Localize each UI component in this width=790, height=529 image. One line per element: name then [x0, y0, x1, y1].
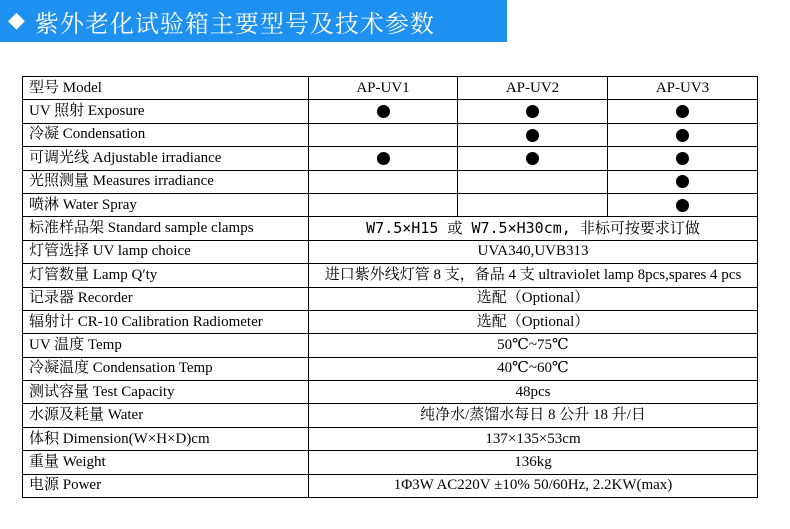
row-value: 选配（Optional） [309, 310, 758, 333]
row-label: UV 温度 Temp [23, 334, 309, 357]
table-row [23, 147, 758, 170]
uv2-cell [458, 123, 608, 146]
filled-dot-icon [377, 105, 390, 118]
row-value: 137×135×53cm [309, 427, 758, 450]
uv3-cell [608, 193, 758, 216]
table-row [23, 193, 758, 216]
uv2-cell [458, 100, 608, 123]
row-label: 体积 Dimension(W×H×D)cm [23, 427, 309, 450]
filled-dot-icon [676, 175, 689, 188]
table-row [23, 100, 758, 123]
row-label: 喷淋 Water Spray [23, 193, 309, 216]
uv3-cell [608, 123, 758, 146]
table-row [23, 381, 758, 404]
filled-dot-icon [526, 129, 539, 142]
uv2-cell [458, 147, 608, 170]
row-label: 记录器 Recorder [23, 287, 309, 310]
row-label: 电源 Power [23, 474, 309, 497]
uv1-cell [309, 123, 458, 146]
uv3-cell [608, 170, 758, 193]
filled-dot-icon [526, 152, 539, 165]
row-label: 可调光线 Adjustable irradiance [23, 147, 309, 170]
page-title: 紫外老化试验箱主要型号及技术参数 [34, 9, 435, 38]
table-row [23, 357, 758, 380]
header-ap-uv3: AP-UV3 [608, 77, 758, 100]
header-ap-uv2: AP-UV2 [458, 77, 608, 100]
header-ap-uv1: AP-UV1 [309, 77, 458, 100]
row-label: 测试容量 Test Capacity [23, 381, 309, 404]
filled-dot-icon [377, 152, 390, 165]
row-label: 光照测量 Measures irradiance [23, 170, 309, 193]
filled-dot-icon [676, 105, 689, 118]
uv1-cell [309, 100, 458, 123]
uv3-cell [608, 100, 758, 123]
uv1-cell [309, 193, 458, 216]
table-row [23, 217, 758, 240]
row-label: 辐射计 CR-10 Calibration Radiometer [23, 310, 309, 333]
spec-table [22, 76, 758, 498]
row-value: 进口紫外线灯管 8 支，备品 4 支 ultraviolet lamp 8pcs,spares 4 pcs [309, 264, 758, 287]
uv3-cell [608, 147, 758, 170]
row-label: 标准样品架 Standard sample clamps [23, 217, 309, 240]
table-row [23, 427, 758, 450]
table-row [23, 451, 758, 474]
header-label: 型号 Model [23, 77, 309, 100]
filled-dot-icon [676, 129, 689, 142]
diamond-icon: ◆ [8, 8, 25, 33]
row-label: UV 照射 Exposure [23, 100, 309, 123]
row-label: 灯管数量 Lamp Q′ty [23, 264, 309, 287]
row-value: 纯净水/蒸馏水每日 8 公升 18 升/日 [309, 404, 758, 427]
row-value: 136kg [309, 451, 758, 474]
row-value: 40℃~60℃ [309, 357, 758, 380]
row-label: 冷凝温度 Condensation Temp [23, 357, 309, 380]
filled-dot-icon [676, 199, 689, 212]
row-value: 48pcs [309, 381, 758, 404]
table-row [23, 170, 758, 193]
table-row [23, 240, 758, 263]
uv1-cell [309, 147, 458, 170]
table-row [23, 474, 758, 497]
row-value: 选配（Optional） [309, 287, 758, 310]
title-banner [0, 0, 507, 42]
row-value: UVA340,UVB313 [309, 240, 758, 263]
filled-dot-icon [526, 105, 539, 118]
uv2-cell [458, 170, 608, 193]
row-label: 重量 Weight [23, 451, 309, 474]
table-header-row [23, 77, 758, 100]
filled-dot-icon [676, 152, 689, 165]
row-value: 1Φ3W AC220V ±10% 50/60Hz, 2.2KW(max) [309, 474, 758, 497]
row-label: 冷凝 Condensation [23, 123, 309, 146]
uv2-cell [458, 193, 608, 216]
row-value: 50℃~75℃ [309, 334, 758, 357]
table-row [23, 264, 758, 287]
table-row [23, 334, 758, 357]
uv1-cell [309, 170, 458, 193]
table-row [23, 404, 758, 427]
table-row [23, 310, 758, 333]
row-label: 灯管选择 UV lamp choice [23, 240, 309, 263]
table-row [23, 287, 758, 310]
table-row [23, 123, 758, 146]
row-label: 水源及耗量 Water [23, 404, 309, 427]
row-value: W7.5×H15 或 W7.5×H30cm, 非标可按要求订做 [309, 217, 758, 240]
